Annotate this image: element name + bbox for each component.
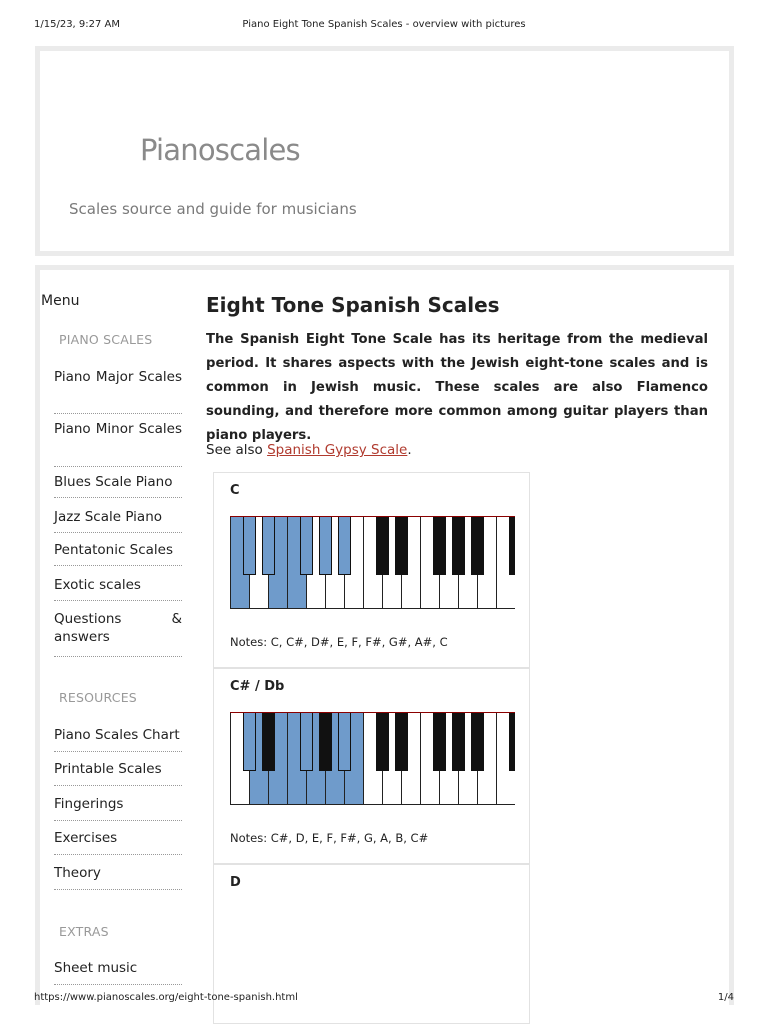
page-title: Eight Tone Spanish Scales bbox=[206, 293, 500, 317]
site-tagline: Scales source and guide for musicians bbox=[69, 200, 357, 218]
see-also-prefix: See also bbox=[206, 442, 263, 458]
print-header bbox=[0, 19, 768, 33]
sidebar-item-label: Questions & answers bbox=[54, 611, 182, 645]
sidebar-item-label: Exotic scales bbox=[54, 577, 141, 593]
black-key bbox=[301, 517, 313, 575]
sidebar-item-exercises[interactable] bbox=[54, 829, 182, 855]
sidebar-item-label: Fingerings bbox=[54, 796, 124, 812]
sidebar-item-chart[interactable] bbox=[54, 726, 182, 752]
sidebar-item-sheet-music[interactable] bbox=[54, 959, 182, 985]
sidebar-item-pentatonic[interactable] bbox=[54, 541, 182, 566]
sidebar-heading-extras: EXTRAS bbox=[59, 924, 109, 939]
sidebar-item-label: Pentatonic Scales bbox=[54, 542, 174, 558]
sidebar-item-major-scales[interactable] bbox=[54, 368, 182, 414]
black-key bbox=[396, 713, 408, 771]
sidebar-item-label: Exercises bbox=[54, 830, 118, 846]
sidebar-item-jazz-scale[interactable] bbox=[54, 508, 182, 533]
sidebar-item-fingerings[interactable] bbox=[54, 795, 182, 821]
intro-paragraph: The Spanish Eight Tone Scale has its heritage from the medieval period. It shares aspects with the Jewish eight-tone scales and is common in Jewish music. These scales are also Flamenco sounding, and therefore more common among guitar players than piano players. bbox=[206, 332, 708, 443]
black-key bbox=[472, 517, 484, 575]
sidebar-item-label: Piano Minor Scales bbox=[54, 421, 182, 437]
sidebar-item-label: Printable Scales bbox=[54, 761, 162, 777]
scale-notes: Notes: C, C#, D#, E, F, F#, G#, A#, C bbox=[230, 635, 448, 649]
sidebar-item-minor-scales[interactable] bbox=[54, 420, 182, 467]
black-key bbox=[320, 713, 332, 771]
sidebar-item-printable[interactable] bbox=[54, 760, 182, 786]
sidebar-item-label: Blues Scale Piano bbox=[54, 474, 173, 490]
spanish-gypsy-scale-link[interactable]: Spanish Gypsy Scale bbox=[267, 442, 408, 458]
scale-name: D bbox=[230, 875, 241, 890]
print-datetime: 1/15/23, 9:27 AM bbox=[34, 19, 121, 30]
site-logo[interactable]: Pianoscales bbox=[140, 133, 300, 167]
sidebar-heading-piano-scales: PIANO SCALES bbox=[59, 332, 153, 347]
black-key bbox=[472, 713, 484, 771]
black-key bbox=[244, 713, 256, 771]
print-footer bbox=[0, 992, 768, 1006]
scale-card-c-sharp bbox=[213, 668, 530, 864]
sidebar-item-label: Piano Scales Chart bbox=[54, 727, 180, 743]
scale-name: C bbox=[230, 483, 240, 498]
site-header bbox=[35, 46, 734, 256]
print-url: https://www.pianoscales.org/eight-tone-spanish.html bbox=[34, 992, 298, 1003]
sidebar-item-theory[interactable] bbox=[54, 864, 182, 890]
black-key bbox=[434, 713, 446, 771]
menu-toggle[interactable]: Menu bbox=[41, 293, 80, 309]
black-key bbox=[263, 713, 275, 771]
black-key bbox=[377, 713, 389, 771]
piano-keyboard-diagram bbox=[230, 516, 515, 610]
sidebar-heading-resources: RESOURCES bbox=[59, 690, 137, 705]
black-key bbox=[339, 517, 351, 575]
print-page-title: Piano Eight Tone Spanish Scales - overview with pictures bbox=[242, 19, 526, 30]
see-also-suffix: . bbox=[407, 442, 412, 458]
sidebar-item-label: Piano Major Scales bbox=[54, 369, 182, 385]
sidebar-item-blues-scale[interactable] bbox=[54, 473, 182, 498]
black-key bbox=[320, 517, 332, 575]
sidebar-item-questions[interactable] bbox=[54, 610, 182, 657]
black-key bbox=[510, 517, 516, 575]
black-key bbox=[263, 517, 275, 575]
black-key bbox=[453, 517, 465, 575]
print-page-number: 1/4 bbox=[717, 992, 734, 1003]
black-key bbox=[339, 713, 351, 771]
black-key bbox=[510, 713, 516, 771]
black-key bbox=[301, 713, 313, 771]
black-key bbox=[453, 713, 465, 771]
scale-card-c bbox=[213, 472, 530, 668]
scale-name: C# / Db bbox=[230, 679, 285, 694]
sidebar-item-exotic[interactable] bbox=[54, 576, 182, 601]
piano-keyboard-diagram bbox=[230, 712, 515, 806]
black-key bbox=[244, 517, 256, 575]
black-key bbox=[434, 517, 446, 575]
sidebar-item-label: Theory bbox=[54, 865, 101, 881]
scale-notes: Notes: C#, D, E, F, F#, G, A, B, C# bbox=[230, 831, 429, 845]
black-key bbox=[396, 517, 408, 575]
sidebar-item-label: Jazz Scale Piano bbox=[54, 509, 163, 525]
see-also bbox=[206, 442, 412, 458]
content-area bbox=[35, 265, 734, 1005]
black-key bbox=[377, 517, 389, 575]
sidebar-item-label: Sheet music bbox=[54, 960, 138, 976]
